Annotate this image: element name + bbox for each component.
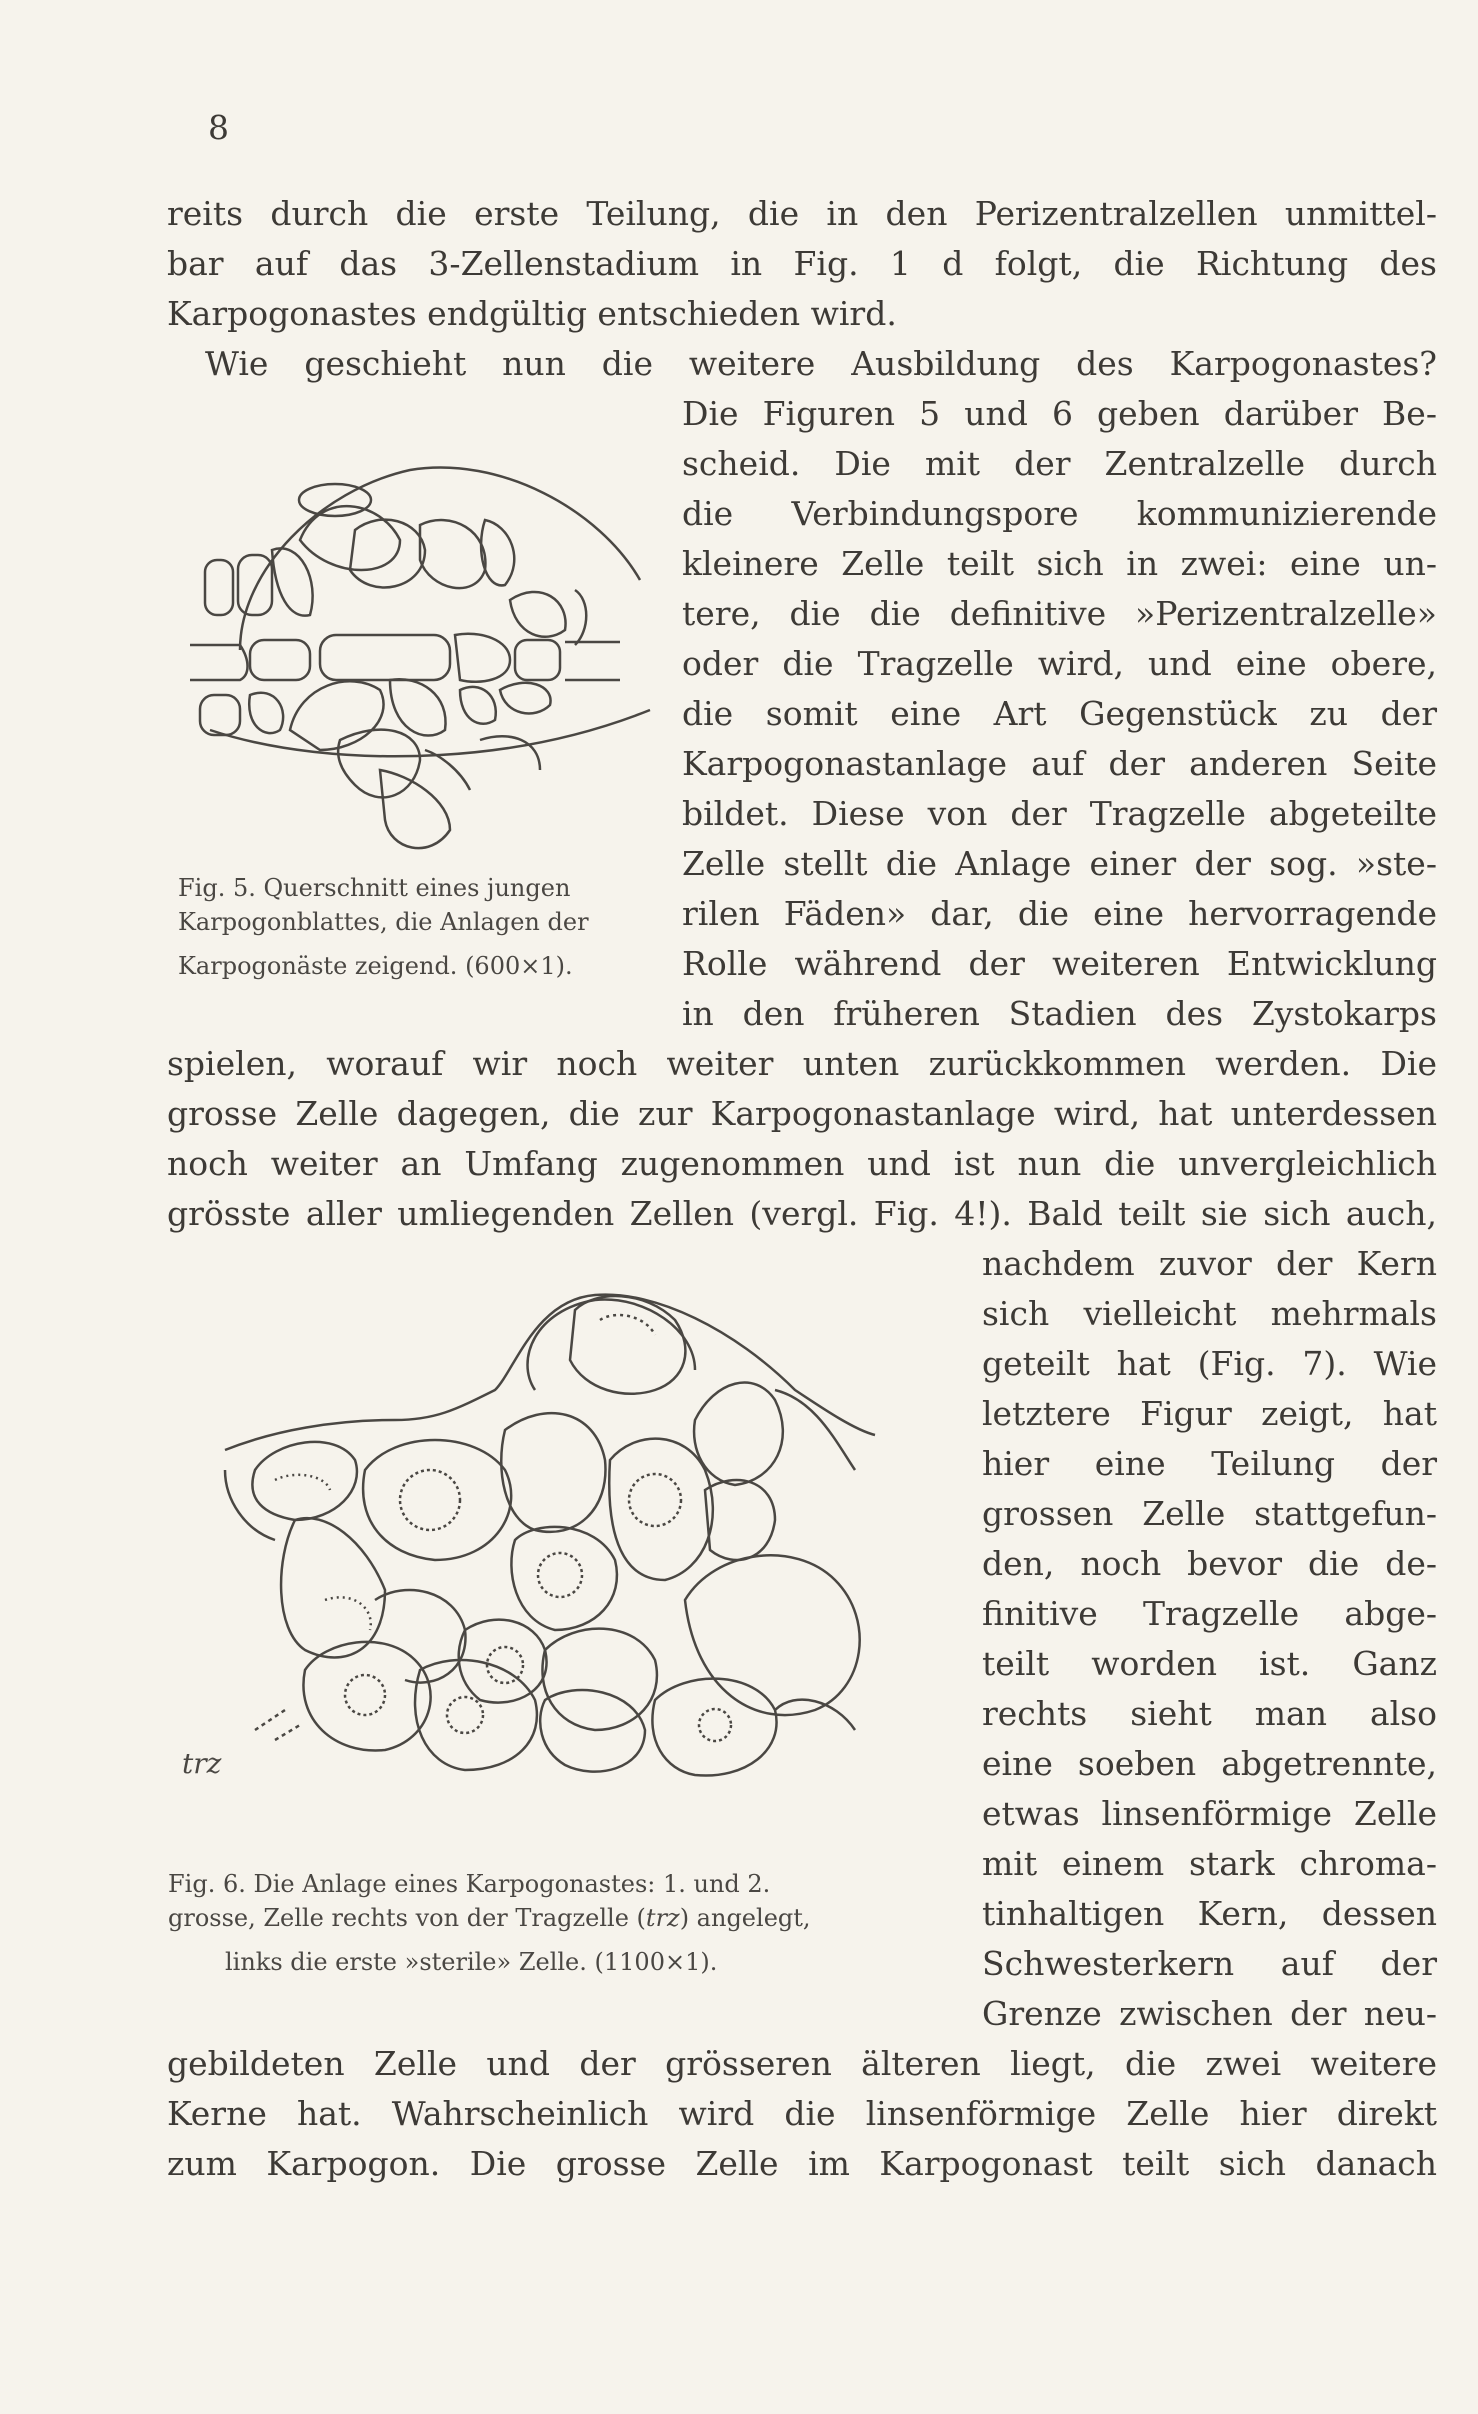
text-line: Karpogonastes endgültig entschieden wird.: [167, 294, 897, 333]
figure-5-caption: Fig. 5. Querschnitt eines jungen: [178, 874, 571, 902]
figure-6-caption: links die erste »sterile» Zelle. (1100×1).: [225, 1948, 718, 1976]
text-line: finitive Tragzelle abge-: [982, 1594, 1437, 1633]
text-line: etwas linsenförmige Zelle: [982, 1794, 1437, 1833]
text-line: teilt worden ist. Ganz: [982, 1644, 1437, 1683]
text-line: zum Karpogon. Die grosse Zelle im Karpogonast teilt sich danach: [167, 2144, 1437, 2183]
figure-5-illustration: [180, 430, 680, 870]
text-line: Die Figuren 5 und 6 geben darüber Be-: [682, 394, 1437, 433]
text-line: reits durch die erste Teilung, die in den Perizentralzellen unmittel-: [167, 194, 1437, 233]
text-line: die somit eine Art Gegenstück zu der: [682, 694, 1437, 733]
text-line: gebildeten Zelle und der grösseren älteren liegt, die zwei weitere: [167, 2044, 1437, 2083]
text-line: geteilt hat (Fig. 7). Wie: [982, 1344, 1437, 1383]
text-line: Karpogonastanlage auf der anderen Seite: [682, 744, 1437, 783]
text-line: kleinere Zelle teilt sich in zwei: eine un-: [682, 544, 1437, 583]
figure-5-caption: Karpogonäste zeigend. (600×1).: [178, 952, 573, 980]
text-line: sich vielleicht mehrmals: [982, 1294, 1437, 1333]
text-line: Schwesterkern auf der: [982, 1944, 1437, 1983]
figure-5-caption: Karpogonblattes, die Anlagen der: [178, 908, 589, 936]
figure-6-caption: Fig. 6. Die Anlage eines Karpogonastes: 1. und 2.: [168, 1870, 771, 1898]
text-line: Zelle stellt die Anlage einer der sog. »ste-: [682, 844, 1437, 883]
text-line: spielen, worauf wir noch weiter unten zurückkommen werden. Die: [167, 1044, 1437, 1083]
text-line: grossen Zelle stattgefun-: [982, 1494, 1437, 1533]
text-line: Grenze zwischen der neu-: [982, 1994, 1437, 2033]
text-line: tere, die die definitive »Perizentralzelle»: [682, 594, 1437, 633]
figure-6-caption: grosse, Zelle rechts von der Tragzelle (trz) angelegt,: [168, 1904, 811, 1932]
text-line: oder die Tragzelle wird, und eine obere,: [682, 644, 1437, 683]
figure-6-label-trz: trz: [182, 1747, 222, 1780]
text-line: Wie geschieht nun die weitere Ausbildung des Karpogonastes?: [205, 344, 1437, 383]
text-line: scheid. Die mit der Zentralzelle durch: [682, 444, 1437, 483]
text-line: grösste aller umliegenden Zellen (vergl. Fig. 4!). Bald teilt sie sich auch,: [167, 1194, 1437, 1233]
text-line: letztere Figur zeigt, hat: [982, 1394, 1437, 1433]
text-line: rilen Fäden» dar, die eine hervorragende: [682, 894, 1437, 933]
text-line: den, noch bevor die de-: [982, 1544, 1437, 1583]
text-line: hier eine Teilung der: [982, 1444, 1437, 1483]
text-line: die Verbindungspore kommunizierende: [682, 494, 1437, 533]
text-line: tinhaltigen Kern, dessen: [982, 1894, 1437, 1933]
text-line: grosse Zelle dagegen, die zur Karpogonastanlage wird, hat unterdessen: [167, 1094, 1437, 1133]
text-line: noch weiter an Umfang zugenommen und ist nun die unvergleichlich: [167, 1144, 1437, 1183]
figure-6-illustration: [215, 1270, 975, 1840]
text-line: in den früheren Stadien des Zystokarps: [682, 994, 1437, 1033]
text-line: Kerne hat. Wahrscheinlich wird die linsenförmige Zelle hier direkt: [167, 2094, 1437, 2133]
text-line: mit einem stark chroma-: [982, 1844, 1437, 1883]
page-number: 8: [208, 108, 229, 147]
text-line: nachdem zuvor der Kern: [982, 1244, 1437, 1283]
text-line: bildet. Diese von der Tragzelle abgeteilte: [682, 794, 1437, 833]
text-line: bar auf das 3-Zellenstadium in Fig. 1 d folgt, die Richtung des: [167, 244, 1437, 283]
text-line: Rolle während der weiteren Entwicklung: [682, 944, 1437, 983]
text-line: eine soeben abgetrennte,: [982, 1744, 1437, 1783]
text-line: rechts sieht man also: [982, 1694, 1437, 1733]
